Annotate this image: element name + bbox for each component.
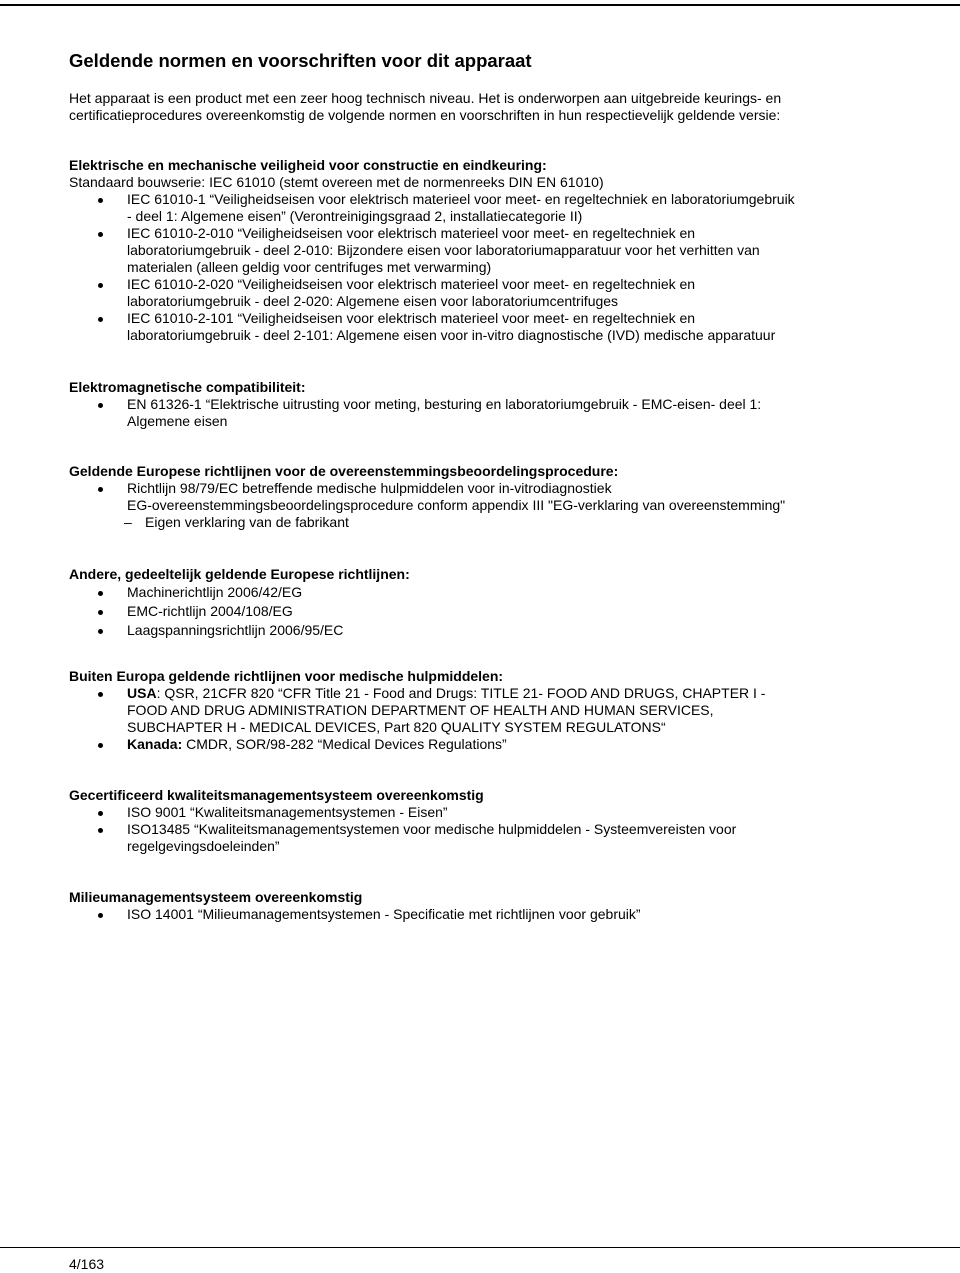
list-item: [69, 622, 929, 639]
list-item-text: : QSR, 21CFR 820 “CFR Title 21 - Food and Drugs: TITLE 21- FOOD AND DRUGS, CHAPTER I -: [156, 685, 766, 701]
list-item-line: IEC 61010-2-101 “Veiligheidseisen voor elektrisch materieel voor meet- en regeltechniek en: [127, 310, 696, 326]
intro-line: Het apparaat is een product met een zeer hoog technisch niveau. Het is onderworpen aan uitgebreide keurings- en: [69, 90, 782, 106]
bullet-icon: [98, 743, 103, 748]
standards-list: [69, 906, 929, 923]
list-item-line: [127, 736, 929, 753]
bullet-icon: [98, 692, 103, 697]
section-outside-eu: [69, 668, 929, 753]
section-electrical-safety: [69, 157, 929, 344]
section-heading: Gecertificeerd kwaliteitsmanagementsysteem overeenkomstig: [69, 787, 484, 803]
list-item: [69, 480, 929, 531]
page-number: 4/163: [69, 1256, 105, 1272]
list-item-line: IEC 61010-1 “Veiligheidseisen voor elektrisch materieel voor meet- en regeltechniek en laboratoriumgebruik: [127, 191, 795, 207]
list-item: [69, 736, 929, 753]
bullet-icon: [98, 403, 103, 408]
list-item: [69, 821, 929, 855]
bullet-icon: [98, 232, 103, 237]
list-item-line: Richtlijn 98/79/EC betreffende medische hulpmiddelen voor in-vitrodiagnostiek: [127, 480, 612, 496]
list-item-line: laboratoriumgebruik - deel 2-020: Algemene eisen voor laboratoriumcentrifuges: [127, 293, 619, 309]
standards-list: [69, 584, 929, 639]
section-other-eu: [69, 566, 929, 639]
list-item-line: laboratoriumgebruik - deel 2-101: Algemene eisen voor in-vitro diagnostische (IVD) medische apparatuur: [127, 327, 776, 343]
list-item: [69, 804, 929, 821]
footer-rule: [0, 1247, 960, 1248]
list-item: [69, 310, 929, 344]
list-item: [69, 685, 929, 736]
standards-list: [69, 804, 929, 855]
bullet-icon: [98, 198, 103, 203]
bullet-icon: [98, 317, 103, 322]
section-emc: [69, 379, 929, 430]
section-heading: Milieumanagementsysteem overeenkomstig: [69, 889, 363, 905]
basic-series-line: Standaard bouwserie: IEC 61010 (stemt overeen met de normenreeks DIN EN 61010): [69, 174, 604, 190]
list-item-line: IEC 61010-2-020 “Veiligheidseisen voor elektrisch materieel voor meet- en regeltechniek en: [127, 276, 696, 292]
section-heading: Elektrische en mechanische veiligheid voor constructie en eindkeuring:: [69, 157, 547, 173]
list-item-line: ISO 14001 “Milieumanagementsystemen - Specificatie met richtlijnen voor gebruik”: [127, 906, 641, 922]
list-item: [69, 396, 929, 430]
section-quality: [69, 787, 929, 855]
country-label: Kanada:: [127, 736, 183, 752]
section-heading: Buiten Europa geldende richtlijnen voor medische hulpmiddelen:: [69, 668, 504, 684]
list-item-line: ISO 9001 “Kwaliteitsmanagementsystemen - Eisen”: [127, 804, 448, 820]
list-item-line: Laagspanningsrichtlijn 2006/95/EC: [127, 622, 344, 638]
bullet-icon: [98, 487, 103, 492]
bullet-icon: [98, 629, 103, 634]
bullet-icon: [98, 283, 103, 288]
country-label: USA: [127, 685, 157, 701]
top-rule: [0, 4, 960, 6]
section-heading: Andere, gedeeltelijk geldende Europese richtlijnen:: [69, 566, 410, 582]
standards-list: [69, 191, 929, 344]
sub-item-label: Eigen verklaring van de fabrikant: [145, 514, 349, 530]
list-item: [69, 584, 929, 601]
list-item-line: [127, 685, 929, 702]
bullet-icon: [98, 591, 103, 596]
list-item: [69, 906, 929, 923]
list-item-line: Algemene eisen: [127, 413, 228, 429]
list-item: [69, 191, 929, 225]
sub-item: [124, 514, 929, 531]
standards-list: [69, 480, 929, 531]
list-item-line: regelgevingsdoeleinden”: [127, 838, 280, 854]
intro-paragraph: [69, 90, 929, 124]
standards-list: [69, 396, 929, 430]
dash-icon: –: [124, 514, 132, 530]
list-item: [69, 603, 929, 620]
list-item-line: FOOD AND DRUG ADMINISTRATION DEPARTMENT OF HEALTH AND HUMAN SERVICES,: [127, 702, 714, 718]
bullet-icon: [98, 610, 103, 615]
list-item-line: EN 61326-1 “Elektrische uitrusting voor meting, besturing en laboratoriumgebruik - EMC-eisen- deel 1:: [127, 396, 762, 412]
list-item-line: Machinerichtlijn 2006/42/EG: [127, 584, 303, 600]
section-eu-conformity: [69, 463, 929, 531]
section-heading: Geldende Europese richtlijnen voor de overeenstemmingsbeoordelingsprocedure:: [69, 463, 619, 479]
list-item: [69, 225, 929, 276]
list-item-line: EMC-richtlijn 2004/108/EG: [127, 603, 293, 619]
section-heading: Elektromagnetische compatibiliteit:: [69, 379, 306, 395]
bullet-icon: [98, 828, 103, 833]
list-item-line: materialen (alleen geldig voor centrifuges met verwarming): [127, 259, 492, 275]
bullet-icon: [98, 913, 103, 918]
list-item-line: laboratoriumgebruik - deel 2-010: Bijzondere eisen voor laboratoriumapparatuur voor het verhitten van: [127, 242, 760, 258]
list-item-text: CMDR, SOR/98-282 “Medical Devices Regulations”: [182, 736, 507, 752]
standards-list: [69, 685, 929, 753]
list-item-line: IEC 61010-2-010 “Veiligheidseisen voor elektrisch materieel voor meet- en regeltechniek en: [127, 225, 696, 241]
list-item-line: - deel 1: Algemene eisen” (Verontreinigingsgraad 2, installatiecategorie II): [127, 208, 583, 224]
bullet-icon: [98, 811, 103, 816]
section-environment: [69, 889, 929, 923]
page-title: Geldende normen en voorschriften voor dit apparaat: [69, 50, 532, 71]
list-item-line: ISO13485 “Kwaliteitsmanagementsystemen voor medische hulpmiddelen - Systeemvereisten voor: [127, 821, 737, 837]
list-item-line: EG-overeenstemmingsbeoordelingsprocedure conform appendix III "EG-verklaring van overeenstemming": [127, 497, 786, 513]
intro-line: certificatieprocedures overeenkomstig de volgende normen en voorschriften in hun respectievelijk geldende versie:: [69, 107, 781, 123]
list-item-line: SUBCHAPTER H - MEDICAL DEVICES, Part 820 QUALITY SYSTEM REGULATONS“: [127, 719, 666, 735]
list-item: [69, 276, 929, 310]
